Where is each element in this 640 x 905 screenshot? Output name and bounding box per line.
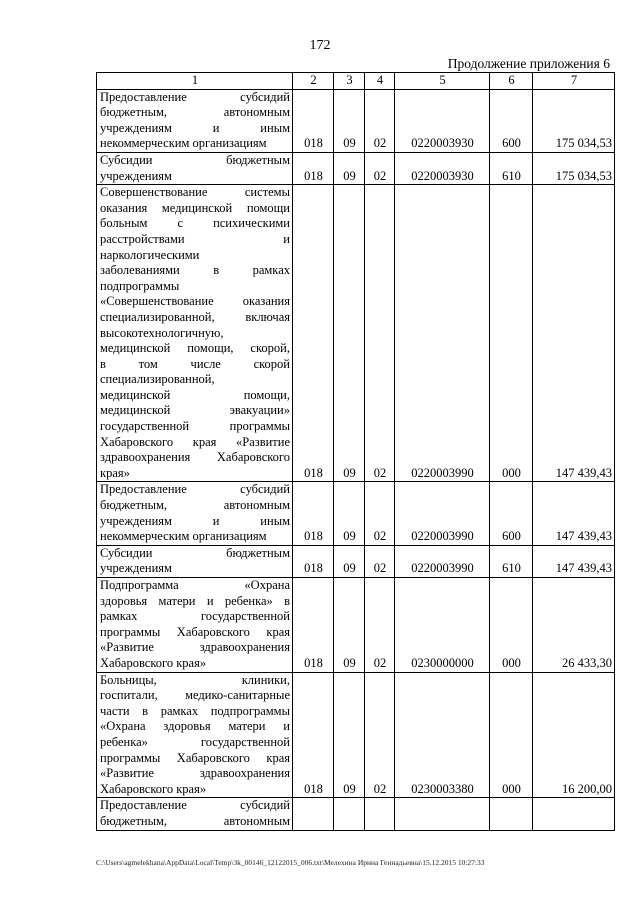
row-name-line: учреждениям и иным xyxy=(100,513,290,528)
row-name-line: Больницы, клиники, xyxy=(100,672,290,687)
header-col-6: 6 xyxy=(490,73,533,90)
header-col-1: 1 xyxy=(97,73,293,90)
continuation-caption: Продолжение приложения 6 xyxy=(447,56,610,71)
target-article-code-cell xyxy=(395,798,490,830)
row-name-line: специализированной, включая xyxy=(100,309,290,324)
row-name-line: некоммерческим организациям xyxy=(100,529,267,544)
chapter-code-cell: 018 xyxy=(293,152,334,184)
row-name-line: госпитали, медико-санитарные xyxy=(100,688,290,703)
subsection-code-cell: 02 xyxy=(365,545,395,577)
row-name-cell xyxy=(97,482,293,545)
amount-cell: 175 034,53 xyxy=(533,89,615,152)
chapter-code-cell: 018 xyxy=(293,185,334,482)
row-name-line: Хабаровского края» xyxy=(100,655,207,670)
row-name-line: медицинской помощи, скорой, xyxy=(100,341,290,356)
page-number: 172 xyxy=(309,38,331,53)
row-name-line: программы Хабаровского края xyxy=(100,750,290,765)
target-article-code-cell: 0230000000 xyxy=(395,578,490,673)
table-header-row xyxy=(97,73,615,90)
row-name-line: части в рамках подпрограммы xyxy=(100,703,290,718)
chapter-code-cell: 018 xyxy=(293,482,334,545)
row-name-line: «Развитие здравоохранения xyxy=(100,640,290,655)
expense-type-code-cell: 000 xyxy=(490,672,533,798)
row-name-line: программы Хабаровского края xyxy=(100,624,290,639)
row-name-line: наркологическими xyxy=(100,247,200,262)
row-name-line: Предоставление субсидий xyxy=(100,798,290,813)
amount-cell: 147 439,43 xyxy=(533,545,615,577)
row-name-line: Субсидии бюджетным xyxy=(100,152,290,167)
amount-cell xyxy=(533,798,615,830)
chapter-code-cell xyxy=(293,798,334,830)
header-col-5: 5 xyxy=(395,73,490,90)
section-code-cell: 09 xyxy=(334,185,365,482)
section-code-cell: 09 xyxy=(334,672,365,798)
amount-cell: 147 439,43 xyxy=(533,482,615,545)
row-name-line: ребенка» государственной xyxy=(100,734,290,749)
row-name-line: подпрограммы xyxy=(100,278,180,293)
row-name-line: бюджетным, автономным xyxy=(100,498,290,513)
header-col-2: 2 xyxy=(293,73,334,90)
row-name-line: Предоставление субсидий xyxy=(100,89,290,104)
row-name-line: «Совершенствование оказания xyxy=(100,294,290,309)
row-name-line: «Охрана здоровья матери и xyxy=(100,719,290,734)
subsection-code-cell xyxy=(365,798,395,830)
expense-type-code-cell: 610 xyxy=(490,152,533,184)
row-name-line: государственной программы xyxy=(100,419,290,434)
target-article-code-cell: 0220003990 xyxy=(395,185,490,482)
row-name-line: учреждениям и иным xyxy=(100,120,290,135)
subsection-code-cell: 02 xyxy=(365,89,395,152)
row-name-line: заболеваниями в рамках xyxy=(100,263,290,278)
row-name-line: учреждениям xyxy=(100,168,172,183)
row-name-line: Предоставление субсидий xyxy=(100,482,290,497)
amount-cell: 175 034,53 xyxy=(533,152,615,184)
row-name-line: расстройствами и xyxy=(100,231,290,246)
row-name-line: некоммерческим организациям xyxy=(100,136,267,151)
header-col-7: 7 xyxy=(533,73,615,90)
target-article-code-cell: 0220003990 xyxy=(395,482,490,545)
row-name-line: здоровья матери и ребенка» в xyxy=(100,593,290,608)
header-col-4: 4 xyxy=(365,73,395,90)
row-name-line: Хабаровского края «Развитие xyxy=(100,434,290,449)
row-name-line: высокотехнологичную, xyxy=(100,325,224,340)
subsection-code-cell: 02 xyxy=(365,482,395,545)
row-name-line: оказания медицинской помощи xyxy=(100,200,290,215)
target-article-code-cell: 0220003930 xyxy=(395,152,490,184)
table-row xyxy=(97,578,615,673)
section-code-cell: 09 xyxy=(334,578,365,673)
table-row xyxy=(97,185,615,482)
row-name-line: «Развитие здравоохранения xyxy=(100,766,290,781)
budget-table xyxy=(96,72,615,831)
expense-type-code-cell: 600 xyxy=(490,89,533,152)
row-name-line: бюджетным, автономным xyxy=(100,813,290,828)
section-code-cell xyxy=(334,798,365,830)
section-code-cell: 09 xyxy=(334,152,365,184)
table-row xyxy=(97,482,615,545)
target-article-code-cell: 0220003990 xyxy=(395,545,490,577)
amount-cell: 26 433,30 xyxy=(533,578,615,673)
table-row xyxy=(97,545,615,577)
row-name-cell xyxy=(97,545,293,577)
expense-type-code-cell: 000 xyxy=(490,578,533,673)
expense-type-code-cell: 610 xyxy=(490,545,533,577)
chapter-code-cell: 018 xyxy=(293,545,334,577)
row-name-line: Совершенствование системы xyxy=(100,185,290,200)
amount-cell: 16 200,00 xyxy=(533,672,615,798)
row-name-cell xyxy=(97,672,293,798)
row-name-line: учреждениям xyxy=(100,561,172,576)
row-name-line: больным с психическими xyxy=(100,216,290,231)
section-code-cell: 09 xyxy=(334,482,365,545)
table-row xyxy=(97,89,615,152)
header-col-3: 3 xyxy=(334,73,365,90)
chapter-code-cell: 018 xyxy=(293,672,334,798)
section-code-cell: 09 xyxy=(334,545,365,577)
row-name-line: медицинской помощи, xyxy=(100,387,290,402)
expense-type-code-cell: 000 xyxy=(490,185,533,482)
section-code-cell: 09 xyxy=(334,89,365,152)
subsection-code-cell: 02 xyxy=(365,578,395,673)
amount-cell: 147 439,43 xyxy=(533,185,615,482)
row-name-line: края» xyxy=(100,465,130,480)
row-name-line: медицинской эвакуации» xyxy=(100,403,290,418)
row-name-line: специализированной, xyxy=(100,372,215,387)
row-name-line: Субсидии бюджетным xyxy=(100,545,290,560)
row-name-cell xyxy=(97,798,293,830)
target-article-code-cell: 0220003930 xyxy=(395,89,490,152)
chapter-code-cell: 018 xyxy=(293,578,334,673)
row-name-line: Хабаровского края» xyxy=(100,781,207,796)
subsection-code-cell: 02 xyxy=(365,185,395,482)
row-name-line: рамках государственной xyxy=(100,609,290,624)
row-name-cell xyxy=(97,578,293,673)
expense-type-code-cell: 600 xyxy=(490,482,533,545)
target-article-code-cell: 0230003380 xyxy=(395,672,490,798)
row-name-cell xyxy=(97,89,293,152)
chapter-code-cell: 018 xyxy=(293,89,334,152)
row-name-cell xyxy=(97,185,293,482)
row-name-line: бюджетным, автономным xyxy=(100,105,290,120)
row-name-line: в том числе скорой xyxy=(100,356,290,371)
row-name-line: здравоохранения Хабаровского xyxy=(100,450,290,465)
expense-type-code-cell xyxy=(490,798,533,830)
subsection-code-cell: 02 xyxy=(365,672,395,798)
table-row xyxy=(97,798,615,830)
file-path-footer: C:\Users\agmelekhana\AppData\Local\Temp\3k_00146_12122015_006.txt\Мелехина Ирина Геннадьевна\15.12.2015 10:27:33 xyxy=(96,858,485,867)
subsection-code-cell: 02 xyxy=(365,152,395,184)
table-row xyxy=(97,672,615,798)
row-name-cell xyxy=(97,152,293,184)
table-body xyxy=(97,73,615,831)
table-row xyxy=(97,152,615,184)
row-name-line: Подпрограмма «Охрана xyxy=(100,578,290,592)
